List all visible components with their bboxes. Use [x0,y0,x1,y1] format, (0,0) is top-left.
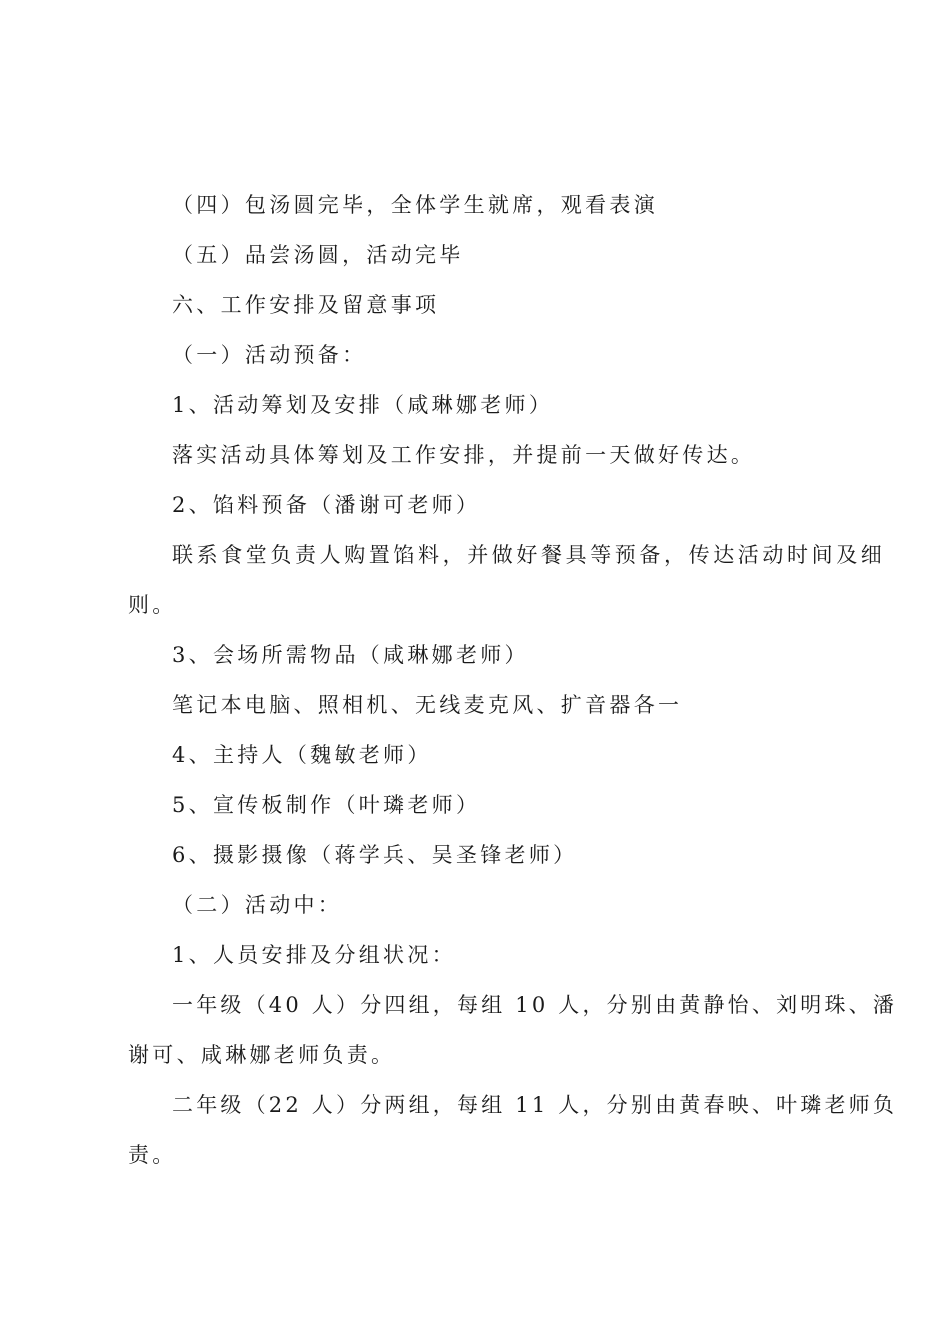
list-item-staffing: 1、人员安排及分组状况： [172,943,456,967]
list-item-photo: 6、摄影摄像（蒋学兵、吴圣锋老师） [172,843,578,867]
paragraph-filling-detail-cont: 则。 [128,593,177,617]
list-item-host: 4、主持人（魏敏老师） [172,743,432,767]
paragraph-filling-detail: 联系食堂负责人购置馅料，并做好餐具等预备，传达活动时间及细 [172,543,886,567]
paragraph-step-4: （四）包汤圆完毕，全体学生就席，观看表演 [172,193,658,217]
list-item-filling: 2、馅料预备（潘谢可老师） [172,493,481,517]
list-item-venue: 3、会场所需物品（咸琳娜老师） [172,643,529,667]
list-item-board: 5、宣传板制作（叶璘老师） [172,793,481,817]
paragraph-grade-2-cont: 责。 [128,1143,177,1167]
list-item-planning: 1、活动筹划及安排（咸琳娜老师） [172,393,554,417]
paragraph-planning-detail: 落实活动具体筹划及工作安排，并提前一天做好传达。 [172,443,756,467]
paragraph-grade-1: 一年级（40 人）分四组，每组 10 人，分别由黄静怡、刘明珠、潘 [172,993,898,1017]
paragraph-grade-1-cont: 谢可、咸琳娜老师负责。 [128,1043,396,1067]
paragraph-step-5: （五）品尝汤圆，活动完毕 [172,243,464,267]
subsection-heading-1: （一）活动预备： [172,343,367,367]
paragraph-venue-detail: 笔记本电脑、照相机、无线麦克风、扩音器各一 [172,693,683,717]
section-heading-6: 六、工作安排及留意事项 [172,293,440,317]
subsection-heading-2: （二）活动中： [172,893,343,917]
paragraph-grade-2: 二年级（22 人）分两组，每组 11 人，分别由黄春映、叶璘老师负 [172,1093,898,1117]
